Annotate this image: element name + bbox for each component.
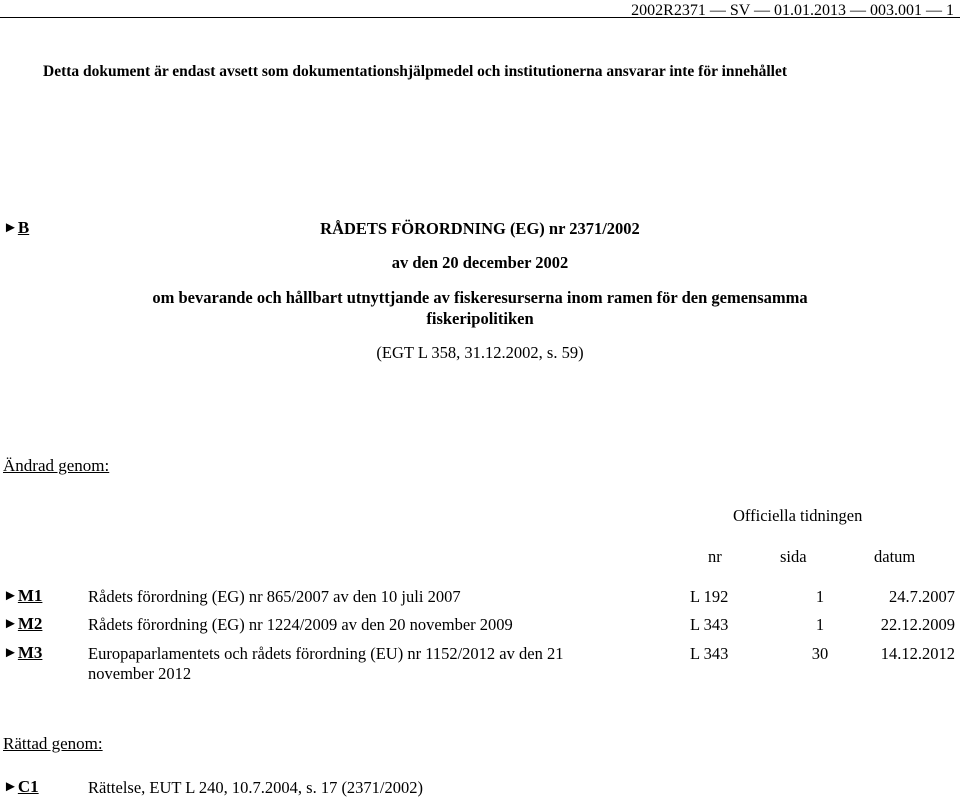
triangle-right-icon: ► <box>3 220 18 236</box>
triangle-right-icon: ► <box>3 779 18 795</box>
triangle-right-icon: ► <box>3 616 18 632</box>
table-row-marker[interactable] <box>3 586 42 606</box>
amendment-title-continued: november 2012 <box>88 664 192 683</box>
journal-header: Officiella tidningen <box>733 506 863 525</box>
act-subject-line-1: om bevarande och hållbart utnyttjande av fiskeresurserna inom ramen för den gemensamma <box>152 288 808 307</box>
amended-by-label: Ändrad genom: <box>3 456 110 475</box>
amendment-code[interactable]: M1 <box>17 586 43 605</box>
act-title: RÅDETS FÖRORDNING (EG) nr 2371/2002 <box>320 219 640 238</box>
amendment-code[interactable]: M3 <box>17 643 43 662</box>
table-row-marker[interactable] <box>3 614 42 634</box>
amendment-date: 24.7.2007 <box>889 587 955 606</box>
basic-act-code[interactable]: B <box>17 218 30 237</box>
corrected-by-label: Rättad genom: <box>3 734 103 753</box>
triangle-right-icon: ► <box>3 588 18 604</box>
amendment-date: 22.12.2009 <box>880 615 955 634</box>
col-date-header: datum <box>874 547 916 566</box>
triangle-right-icon: ► <box>3 645 18 661</box>
col-nr-header: nr <box>708 547 722 566</box>
amendment-nr: L 343 <box>690 615 729 634</box>
act-date: av den 20 december 2002 <box>391 253 569 272</box>
amendment-page: 1 <box>815 615 825 634</box>
amendment-nr: L 192 <box>690 587 729 606</box>
act-reference: (EGT L 358, 31.12.2002, s. 59) <box>376 343 584 362</box>
act-subject-line-2: fiskeripolitiken <box>426 309 534 328</box>
amendment-page: 30 <box>811 644 829 663</box>
amendment-title: Rådets förordning (EG) nr 865/2007 av den 10 juli 2007 <box>88 587 461 606</box>
corrigendum-code[interactable]: C1 <box>17 777 39 796</box>
header-rule <box>0 17 960 18</box>
amendment-page: 1 <box>815 587 825 606</box>
corrigendum-text: Rättelse, EUT L 240, 10.7.2004, s. 17 (2371/2002) <box>88 778 424 797</box>
corrigendum-marker[interactable] <box>3 777 39 797</box>
table-row-marker[interactable] <box>3 643 42 663</box>
amendment-code[interactable]: M2 <box>17 614 43 633</box>
running-head: 2002R2371 — SV — 01.01.2013 — 003.001 — 1 <box>631 2 954 19</box>
amendment-date: 14.12.2012 <box>880 644 955 663</box>
disclaimer: Detta dokument är endast avsett som dokumentationshjälpmedel och institutionerna ansvarar inte för innehållet <box>43 63 788 80</box>
amendment-nr: L 343 <box>690 644 729 663</box>
amendment-title: Rådets förordning (EG) nr 1224/2009 av den 20 november 2009 <box>88 615 513 634</box>
col-page-header: sida <box>780 547 807 566</box>
amendment-title: Europaparlamentets och rådets förordning (EU) nr 1152/2012 av den 21 <box>88 644 564 663</box>
